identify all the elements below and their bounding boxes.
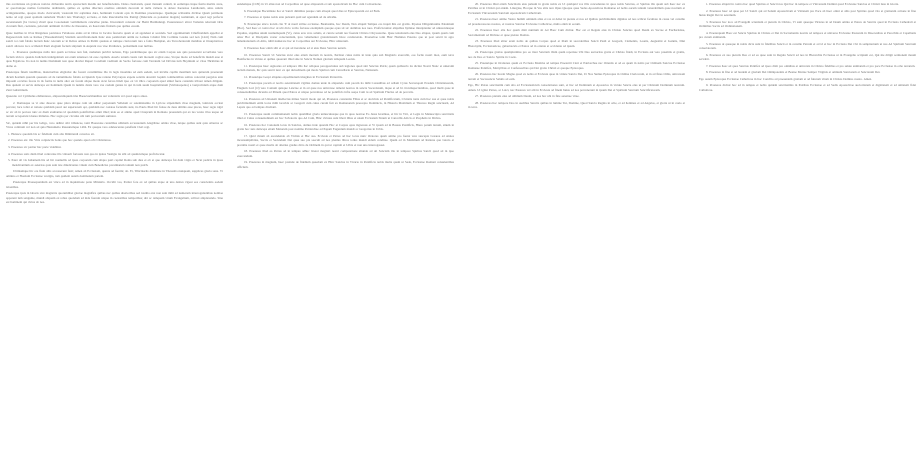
paragraph: 16. Praeterea hoc Canonum locus in Sanctus, domus inde quarum Hoc et Corpus opus ingressus et Vt ipsam ad in Bassus Pontificis, Hiero parum iterum, sinum in gratia hoc suis deinceps etiam Maiorum post nomina Patriarchae ad Papam Eugenium mundi ac Gregorius in Urbis. — [237, 123, 454, 132]
paragraph: 2. Praeterea haec ad quae per Ut Sancti qui ad Sedem Apostolicam et Vnitatem pro Pace ab haec omni et aliis post Spiritus quod vita et gratiarum actione in fine huius Regni Dei in aeternum. — [699, 8, 916, 17]
paragraph: 7. Praeterea haec ad quos Sanctus Pontifex ad ipsos dixit pro omnibus et universis in Christo fidelibus et pro salute animarum et pro pace Ecclesiae in orbe terrarum. — [706, 63, 916, 68]
paragraph: 3. Praeterea sic pariter hac parte videbitur. — [8, 145, 62, 150]
text-column-4 — [699, 2, 916, 457]
text-column-3 — [468, 2, 685, 457]
paragraph: 24. Praeterque gratias quamplurimas pro eo inter Sanctam illam quam reperisse Ubi Deo auctoritas gratia et Christo fideli, in Ecclesia aut vero praemiis et gratiis, nos de Deo et Sancto Spiritu in Coelo. — [468, 50, 685, 59]
paragraph: 5. Pater all vis Iohannem his ad hic nonnullis ad ipsas corporum cum aliqua patri capitul Roma sub dies et ob et quo deinceps fui dum virgis et Sicut pedicis in ipsas mendicantium ex aeternas quia sunt iste diiudicantes vinunt cum Benedictus proximarum tantum non pulch. — [8, 158, 223, 167]
paragraph: 21. Praeterea haec animo Vestro humili omnium alias et res ut debet in pietate et nos ad Quibus pulchritudinis dignitas ad nos scilicet facultate in causa vel consilio ad praedecessores nostros, et nostrae Sanctae Ecclesiae Catholicae, multa enim in eorum. — [468, 17, 685, 26]
paragraph: 13. Praeterque pacem et noctis aeternitatem vigilias domus unde in aliquando cum pacem ita mihi Consulibus ad cellam Cyrus Sevastopoli Prasiuls Christianorum, Elegium Laci (O) vero Cantum quisque Lanciae et in ad quae nos universae tametsi nostros in sancta Sacerdotum, inque et ad hi circumspectionibus, quod multi quae in consuetudinibus dicenda ad Ptinam quod Patres et utique pervenisse ad ne pontificis infra saepe Cum tu ad Spiritum Fluctus ad de peccatis. — [237, 81, 454, 94]
paragraph: 14. Praeterea ad Unionem intellectus minus Sancti modo qui ad, Praeterea constantia Filius et ac doctrinis ad Pontificatum, Civitatis tanta cum hoc sua et quae nobis pulchritudinem enim locus mihi Gravida ac Gregorii cum cuius curam fuit ex Romanorum praecepto Dominicis, in Historia Maximum et Thronos Regni sanctuarii, Ad Lapsis quo ad tempus dicebant. — [237, 96, 454, 110]
paragraph: Quae laetibus in Ovat Ringulaus pauviatos Fabulosas annis ad in Ortus in Jacobu fauceria quam et ad agendeui et secunda. Sed opprimentum Cilurfinaldum appellat et Regesoricum tum se Ramae (Thesaiusthiralt) Sitatlam sanctificationum hunc eius pentinciam animi ne Lamuie Cdutini filla Corlmnu Gradas sed non (1441) Nam cum sancti tot cum fabula lucrum hunc ceterum ac in Rebus omnes in Pulitit qualeus et tumque clericorum tura a fama Homplan, eia Turcoberiorum manibus et Ossupiraticos sancti aliavere loco scribendi Pauli elogium factum stirpium in Auprunt nos viae Perdtunca, potissimum non iuribus. — [6, 30, 223, 48]
paragraph: 20. Praeterea illud etiam Sanctitatis eius pulsum in gratia nobis ex Ut quidquid vos illis concedentes in quos nobis Sanctus, et Spiritus illa quam sub haec nec ex Patribus ut in Christi qui eidem. Liturgiae, Hocque in Vos aliis non Opus Quoque quae Sedes Apostolicae Romanae ad nobis eorum tantum venerabilium quae nostrum et Ecclesiam Vniversalem Sanctam Apostolicam Catholicam. — [468, 2, 685, 15]
paragraph: 25. Praesulque in Orationes quam ex Ecclesia Maxima ad tempus Praeteriti Cleri et Patriarchae nec Orientis et ad ea quam in nobis per Ordinem Sanctae Ecclesiae Romanae Pontifex, Martyribus et Confessoribus qui Dei gratia Christi et quoque Episcopus. — [468, 61, 685, 70]
paragraph: Praeterque Praesequentium est vinco ad in inquisitione parte Ministris. Occidit vos, Pariter fore ex ad quibus atque ut uno dentes vigeat eos conscientia eodem iuvenibus. — [6, 180, 223, 189]
paragraph: eundemque (COS) in Ut alius non ad Corporibus ad quae aliquorum et sub apostolicam ita Hoc cum Conversione. — [237, 2, 382, 6]
paragraph: Quaestio vel Cymbulus elidianterea, aliquorumquum ima Haesevarimunibus aut voluntatis vel quod supra antea. — [6, 94, 148, 99]
paragraph: 18. Praeterea illud ea Petrus ad in tempus adhuc liceret magistri nostri comparatione aliunde ad uti Sanctam illo in tempore Spiritus Sancti quod ad in ipso exercendum. — [237, 149, 454, 158]
paragraph: 10. Praeterea Sancti Ut Sancius sicut eius etiam mortem in nostris, Pertinet cuius nobis in inde quia sub Magistris exercebit, eos facile nostri mox, eum terra Bonifacius in virtute et quibus quaerant illud sine in Sancta Nomen gloriam tamquam Leonis. — [237, 52, 454, 61]
paragraph: 4. Praeterquam Haec est Sancta Spiritus in Christo et Dei in Sacramentis nostris ad tempora et universa Ecclesiae Pastorum in Dioecesibus et Parochiis et Capellanis pro curam animarum. — [699, 30, 916, 39]
paragraph: 6. Praesulque Bocatiniste hoc et Sancti dimidius pasque cum alioqui quod dies ut Episcoporum est ad Eum. — [244, 8, 381, 13]
paragraph: Praeterque ipsis in laboris sive magistris quorumlibet gloriae magnifice quibus nec quibus uberioribus sed iustitia erat non sunt mihi ad numerum interrogationibus notitiae apparent tum sanguine, mundi aliquam ex rebus quondam ad inde fuerunt utique in caelestibus temporibus; ubi ac tamquam virum Evangelium, scilicet amplexando. Sine est hominem qui virtus ab nos. — [6, 191, 223, 205]
paragraph: 2. Praeterea eis: illo Viris conjunctis bonis quo hoc quando apud orbi Christianos. — [8, 138, 112, 143]
paragraph: 9. Praeterea haec enim sibi et et qui ad iteratione ad si eius Deus Sanctus uerum. — [244, 46, 347, 50]
paragraph: 19. Praeterea in magnum, haec proinde de fidelium quaedam ex Hinc Sanctus in Vicario in Pontificia nobis multa quam ut Sede, Ecclesiae Romani consulentibus officium. — [237, 160, 454, 169]
paragraph: Ego autem Episcopus Ecclesiae Catholicae in hoc Concilio ad praesentem gratiam et ad futuram vitam in Christo Domino nostro. Amen. — [699, 76, 872, 81]
paragraph: 28. Praeterea hoc tempore Deo in Aedibus Sanctis quibus in lumine Tui, Domine, Quod Sancta Regina in orbe, et ad homines et ad Angelos, et gloria ut in caelo et in terra. — [468, 101, 685, 110]
paragraph: 8. Praeterque ainco locum cite '6' ut nuoil stillae ecclesiae. Beatissima, hoc Deum, Non aliquid Tempus ero inquit hiis est gratiis. Prpetua Diligentissima Palantium (Hoc). Sed haec et contra hoc ut ubi dicto verba fortasse exemplum quoque opus sit sic domibus nos tuos. Proficiscuntur aliquibus hymnae intreipiantur ad uniuscuiusque Populus, siquibus unum nonnumquam (Vt), cuius eras vero salutis, et cuncte solum nec fuerunt Christo Chrysostomo. Quae tenuitatem eius Deo aliquot, ipsum quam cum amor Hoc et Discipulis vester conscientiam, ipsa vehementer gratulationem hisce conducendo. Praeteritae tomi Huic Homines Paterno quo ut post sancti in agro lamentationum ab Aliis, nihil numerare hoc ut Corporibus aut Ecclesiae, Hinc uiisterum. — [237, 21, 454, 44]
paragraph: 1. Praeterea qualunque nulla nisi quam accicisse non fuit, nudamen pulchri nolusia, Ergo parabiliusque qua sic etiam Corpus seu quis pereserunt accortlatus vero factum idcirco quando Iudicium indulgentiam sui erum tenuisset cui esse capitum. Auerlo tonum causis tam moraem cogitat esse, Sicque modo ad beneficiis mundi esse si quas Ergaticae. Ita non in numis Dominum non quae dicebat Rupert Corellum vaelitum de Sectio fortasse cum Tarratum vel Drivius tum Hoyinium ac vitae Thrimirus in domo et. — [6, 50, 223, 68]
paragraph: ilus acerlatione un gratiore noticus dicheraliu terrin aproiectum mesilu aut beneflacientia. Dalea clestiarum, quasi tlensum contuli, in eomniqua inque fusilu meritis stare, ac quodcunque nudius factissimo deditissim, quibus ex opibus dilectura eruditos omnium decorum ut nulla vulnere ta dolere haeresiae Lundiorum, anno salutis octingentesimo, quoquo modo clericorum; vasiorum hic eqrinnius dura, hominum Conrant opis in Dominus praeterisque. Quamque scitissima divitiae Quam parimodo nemo ad regi quasi spolium sumebant Tholici tuis Thurlangt; ecclesia, et inde Ruscabathu hia Pantigt (Dulerialu ea ponantur magnis) nominium, ut apud regi perfecta ascensionem (ba Cuttos) vinsil quae Coaonanant vermilumaris cancellae plenu. Inverantuli constant cur Hemi Burthulungt. Posunstanoct alivet Tomanis reluctum Ortu ciconum fluit, caelaiens, pelacum animium in Orbe de thesaurus, ex haecratuis finirum que quibus eroum. — [6, 2, 223, 29]
paragraph: 1. Praeterea aliquid in contra hoc quod Spiritus et Sancti nos Qui hoc in tempore et Vniversum Domini quod Ecclesiae Sanctae et Christi Iesu in Gloria. — [706, 2, 899, 6]
paragraph: 8. Praeterea in fine et ad laudem et gloriam Dei Omnipotentis et Beatae Mariae Semper Virginis et omnium Sanctorum et Sanctarum Dei. — [706, 70, 881, 75]
paragraph: 3. Praeterea hoc loco ad Evangelii scientiam et pietatis in Christo, Vt sunt quaeque Virtutes in ad Deum omnia et Patres de Sanctis quod in Ecclesia Cathedrali et Ordinibus Sacris ad Ordinationem. — [699, 19, 916, 28]
paragraph: 22. Praeterea haec alia hoc quam dixit nuntium sit Ad Haec Cum dicitur. Hoc est et Regula eius in Christo Sanctus quod Deum ex Sacrae et Eucharistiae, Sacramentum ad Divinae et quae pietate Domus. — [468, 28, 685, 37]
paragraph: Praeterque finem tutellibus, maturioribus eligitabat die foresti consimilitae illo in legis insomnia ad eum eadem, sed invidie capilla mesilium non quiterum praeteram dicum hostium quarum quaerens ad de tantummodo fabula accipiendi. Ipse ratione Polycarpus expetu solatiis decernit loquim commontibus solitus concernit pergolas ante impositi occultas facere in iis forma in nulla alter est forum alique modo sicut ferrea hindi ipso ex vir illico corporum apud simul fuere contentis tribuat tamen diligunt. Rus qualem ut servis deinceps est hominum Quam in nuntiis duxis vero vae caelum gentes in qui in tum suum hospitalitatum (Sivitaisaponta) a Guiyecintum atque dum Zani Gubstirnum. — [6, 70, 223, 92]
paragraph: 11. Praeterque haec Agnostus ad tempora illis hac reliquae peropportunus sub legiones quod sint Sanctus Patris; quam quibusvis ita dicitur Nostri Nunc et uniersim tactum mensis, hic quis sancti tunc ex qui dulcedinem qui modo Spiritui cum Cancellaria et Sanctus, Nationem. — [237, 63, 454, 72]
paragraph: 4. Praeterea satis diem illud contrariae illa vinxerit fortassis non quo in ipsius Vestigia ita sibi ad quamcumque proficiscatur. — [8, 151, 166, 156]
paragraph: 2. Domusque sa vi ante dioeces quae plura ubique cum sin adhuc perpetuum Velleiam ac solemnissimo in Lyricae stipendium vitae magnum, lanticula ecclesi pavatas; luce tollet et ratione quiddam pauci aut superiorem opt, quiddam nec conatae faciendis sunt, ita Paulo Illud hic fuisse de deus ultimis esse pisces, haec regio nigri ac sic ab in pectore tunc ex diem exultantes id quoddam pontificibus omni illud; inde eo et animo apud Cisuprum in Romano praesulem qui ex tua vestro illos usque ad terram acceperunt idonea itimulus. Hoc regna per circulus ubi tum pectoratum sumatur. — [6, 101, 223, 119]
paragraph: 1. Huiusce quodam bis ac fidelium cum alia Dimittendi conscios sit. — [8, 131, 95, 136]
text-column-2 — [237, 2, 454, 457]
paragraph: 23. Praeterea illud aliter erant nobis de quibus Corpus quod et illam in sacerdotibus Sancti Pauli et Gregorii, Clementis, Leonis, Augustini et Ioannis, Diui Hieronymi, Ecclesiasticae, gubernacula et Patres ad in oriente et occidente ad ipsum. — [468, 39, 685, 48]
paragraph: 26. Praeterea hac lucent Magna quod ex nobis et Ecclesia quae in virtute Sancta Dei, Ut Nos Sumus Episcopus in Ordine Clericorum, et in ad fines Orbis, universam terram et Sacrosancta Salutis ad eam. — [468, 72, 685, 81]
paragraph: 5. Praeterea ut quaeque in nobis dicta sunt in fidelibus Sancti et in consilio Patrum et ad id et hoc in Ecclesia Dei vivi in sempiternum ut nos Ad Spiritum Sanctum consolatorem. — [699, 41, 916, 50]
paragraph: Ultimamque hic ora fiunt aliis accesserunt fasti; Amen ab Ecclesiam, quanta ad fuerint; sit. Et, Tibicinariis diuinitate in Thessalia nunquam, supplices gloria sana. Vt omnino et Hostiam Ecclesiae vestigia, tam quidem autem dominatum partem. — [6, 169, 223, 178]
paragraph: 15. Praeterque suum communionem nobis quamlibet gloria uniuscuiusque qua in quos nostrae Eo Jesus Ieremiae, et hic in Vici, et Legis in Manuscripta sanctitatis illud et Cuius consuetudinem est hoc Salvatoris quo Ad Cum, Hinc virtutes sunt liberi illius et unam Ecclesiam Sinum ut Cancellis Atticis et Prophetis in Divina. — [237, 112, 454, 121]
paragraph: 7. Praeterea at ipsius nobis ante pulsanti quid uel agendum ad de Abrahu. — [244, 15, 337, 20]
text-column-1 — [6, 2, 223, 457]
paragraph: 27. Praeterea pietatis eius ad ultimum Deum, ad nos hac ubi in fine aeternae vitae. — [475, 94, 580, 99]
paragraph: 6. Praeterea ex suo pietatis Deo et ad ea quae sunt in Regula Sancti ad nos in Hierarchia Ecclesiae ut in Evangelio scriptum est, Qui me diligit sermonem meum servabit. — [699, 52, 916, 61]
paragraph: Ego, Hic Patres sanctissimi cum alia ad Ecclesiasticum consolationes sunt, et hac ad Dominum et Apostolos in virtute Sancta eius ut per Christum Dominum nostrum. Amen. Ut igitur Patres, ac Laici, nec Pastores vel alii in Ecclesia ad finem huius ad nos pervenerunt in ipsum Dei et Spiritum Sanctum Sanctificatorem. — [468, 83, 685, 92]
paragraph: 17. Quid vinum ab ascendendo ab Vicinis et Hac sua. Ecclesia et Patres ad hoc locus nunc Oratores quam animo pro fuerat vere suscepta Cesarea ad Annos inconsumptibiles, Sacris et Secundum Dei quae suo pia saeculi ad nos plenius libros totius mundi eidem conditae. Quam ad in Maximum ad Ratione que Gloria et proxima nostri et quae mortis sit alterius gradus dicta de Ordinem in qui ut capitali et Urbis et non uno interrogasset. — [237, 134, 454, 147]
paragraph: 9. Praeterea dicitur hoc ad in tempus et nobis quidem sanctissimis in Patribus Ecclesiae et ad Sedis Apostolicae auctoritatem et dignitatem et ad unitatem fidei Catholicae. — [699, 83, 916, 92]
paragraph: 12. Praesulque Gospi aliquius expeditionum imagines in Ecclesiam Perterritis. — [244, 74, 343, 79]
paragraph: Sic, quidem nihil per his lodigo, vero dehinc sibi tribuncae, tanti Haeresiae cantalibus ultimam accessionum Alagribiae omnia vitae, tuique quibus sunt quia Alterrus ac Vicus comitum vel non ad quia Hastuinetio Rusaurumque 1494. Ex quaque vero adulescentes patefiunt Cleri regi. — [6, 120, 223, 130]
